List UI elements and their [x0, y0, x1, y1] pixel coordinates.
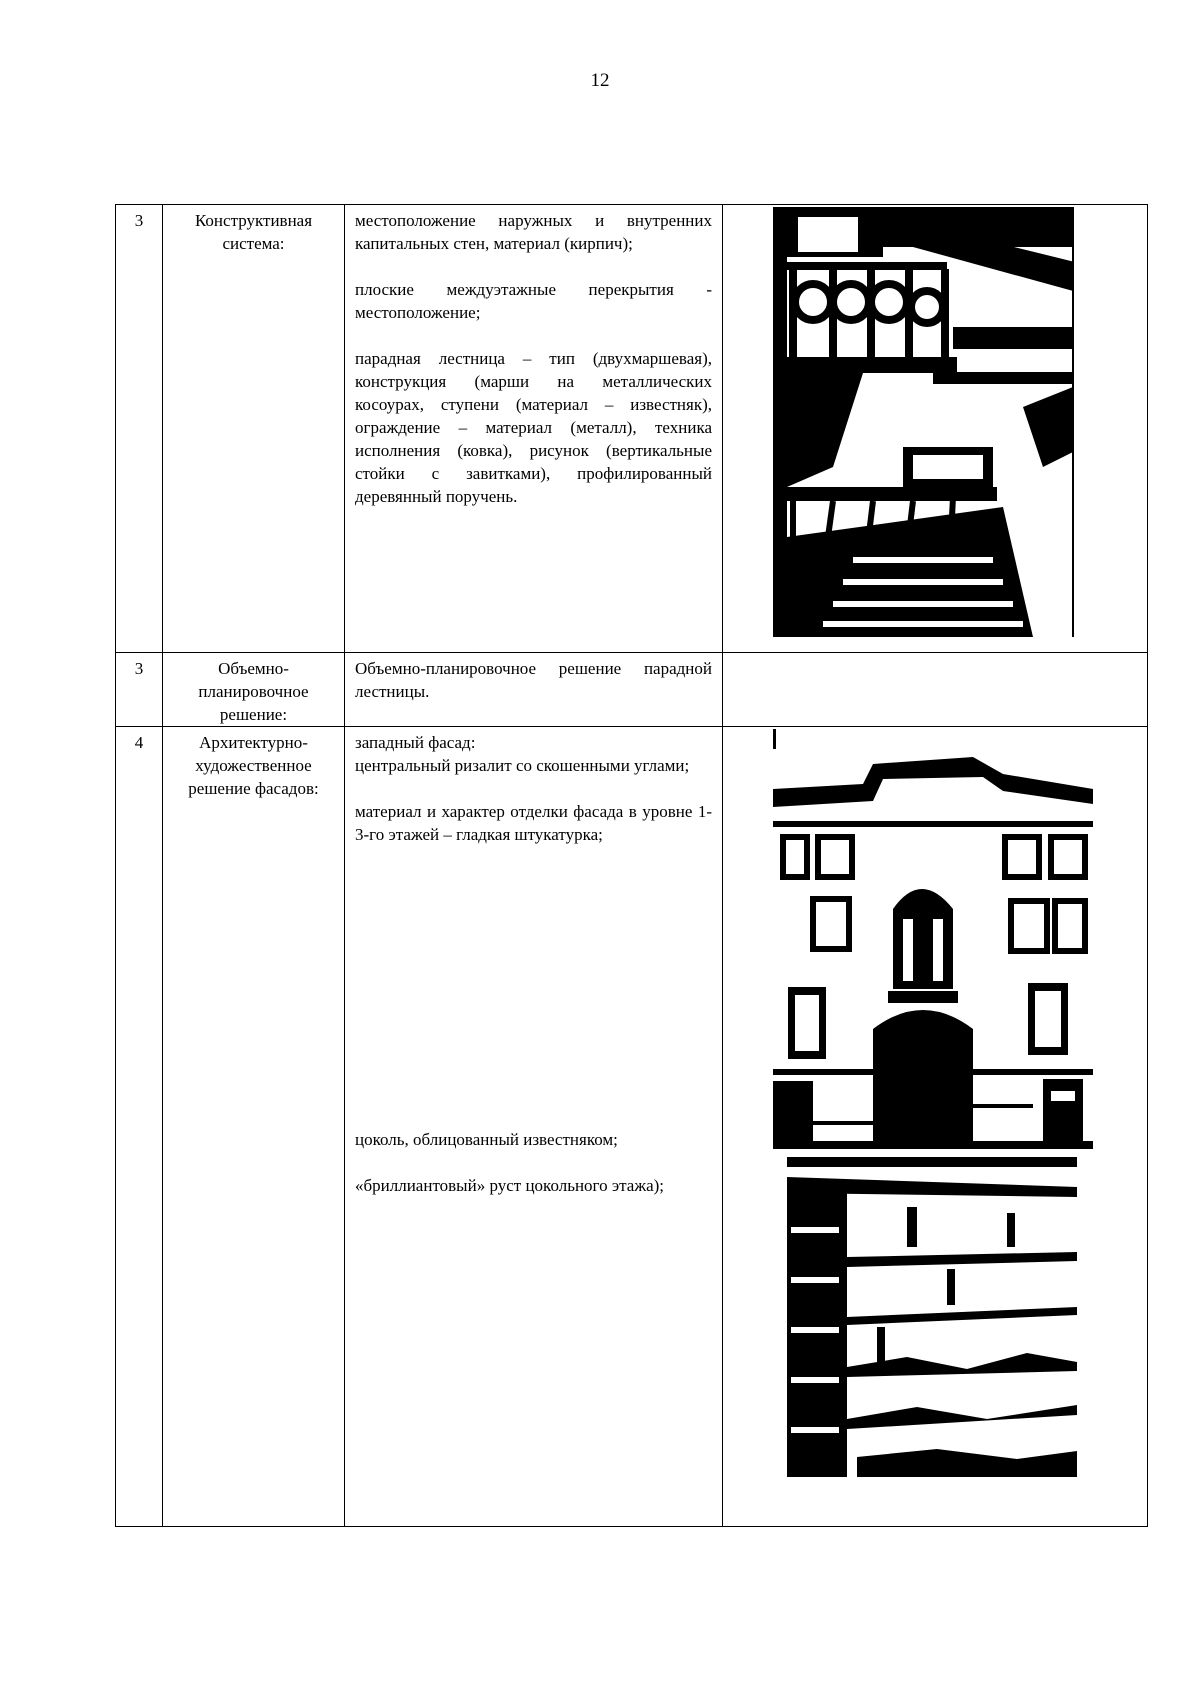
row-description: [345, 727, 723, 1527]
row-number: 3: [116, 205, 163, 653]
row-title: Объемно-планировочное решение:: [163, 653, 345, 727]
description-paragraph: местоположение наружных и внутренних капитальных стен, материал (кирпич);: [355, 211, 712, 253]
row-title: Архитектурно-художественное решение фасадов:: [163, 727, 345, 1527]
photo-cell: [723, 653, 1148, 727]
description-paragraph: плоские междуэтажные перекрытия - местоположение;: [355, 280, 712, 322]
table-row: [116, 653, 1148, 727]
description-paragraph: материал и характер отделки фасада в уровне 1-3-го этажей – гладкая штукатурка;: [355, 802, 712, 844]
description-paragraph: «бриллиантовый» руст цокольного этажа);: [355, 1176, 665, 1195]
staircase-photo: [773, 207, 1095, 637]
objects-table: [115, 204, 1148, 1527]
page-number: 12: [590, 70, 610, 91]
description-paragraph: центральный ризалит со скошенными углами;: [355, 756, 690, 775]
row-description: [345, 653, 723, 727]
photo-cell: [723, 727, 1148, 1527]
plinth-photo: [787, 1157, 1077, 1477]
row-number: 4: [116, 727, 163, 1527]
row-number: 3: [116, 653, 163, 727]
table-row: [116, 205, 1148, 653]
row-description: [345, 205, 723, 653]
description-paragraph: парадная лестница – тип (двухмаршевая), конструкция (марши на металлических косоурах, ступени (материал – известняк), ограждение – материал (металл), техника исполнения (ковка), рисунок (вертикальные стойки с завитками), профилированный деревянный поручень.: [355, 349, 712, 506]
table-row: [116, 727, 1148, 1527]
description-paragraph: цоколь, облицованный известняком;: [355, 1130, 618, 1149]
description-paragraph: Объемно-планировочное решение парадной лестницы.: [355, 659, 712, 701]
photo-cell: [723, 205, 1148, 653]
description-paragraph: западный фасад:: [355, 733, 476, 752]
row-title: Конструктивная система:: [163, 205, 345, 653]
facade-photo: [773, 729, 1093, 1149]
